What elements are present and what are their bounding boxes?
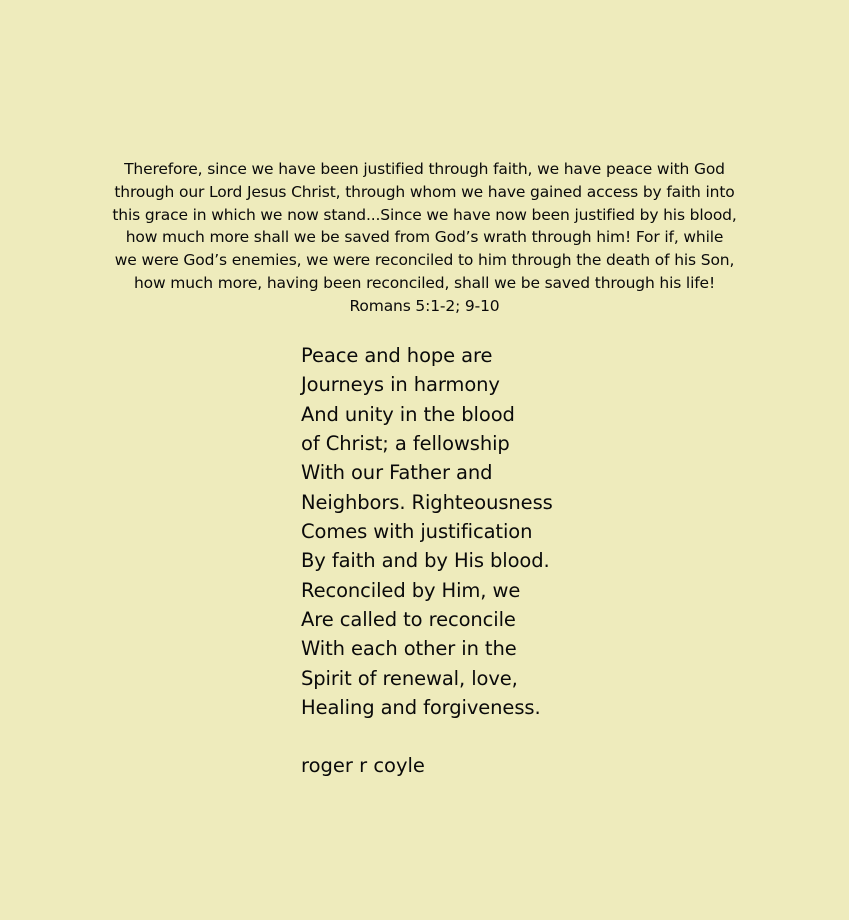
scripture-line: through our Lord Jesus Christ, through whom we have gained access by faith into (114, 182, 735, 201)
poem-line: Healing and forgiveness. (301, 696, 541, 720)
scripture-line: Therefore, since we have been justified through faith, we have peace with God (124, 160, 725, 178)
poem (301, 341, 721, 722)
poem-line: Neighbors. Righteousness (301, 490, 553, 514)
poem-line: Comes with justification (301, 520, 533, 544)
poem-line: of Christ; a fellowship (301, 432, 510, 456)
poem-line: With our Father and (301, 461, 493, 485)
scripture-line: this grace in which we now stand...Since we have now been justified by his blood, (112, 205, 737, 224)
poem-line: Spirit of renewal, love, (301, 666, 518, 690)
poem-line: By faith and by His blood. (301, 549, 550, 573)
poem-line: Reconciled by Him, we (301, 578, 521, 602)
poem-line: And unity in the blood (301, 402, 515, 426)
scripture-quote (90, 158, 759, 318)
scripture-line: we were God’s enemies, we were reconciled to him through the death of his Son, (114, 251, 735, 270)
scripture-line: how much more shall we be saved from God’s wrath through him! For if, while (125, 228, 724, 247)
poem-line: Peace and hope are (301, 344, 493, 367)
author-signature: roger r coyle (301, 754, 425, 777)
scripture-reference: Romans 5:1-2; 9-10 (349, 296, 500, 315)
poem-line: With each other in the (301, 637, 517, 661)
scripture-line: how much more, having been reconciled, shall we be saved through his life! (133, 273, 716, 292)
poem-line: Are called to reconcile (301, 608, 516, 632)
poem-line: Journeys in harmony (301, 373, 500, 397)
